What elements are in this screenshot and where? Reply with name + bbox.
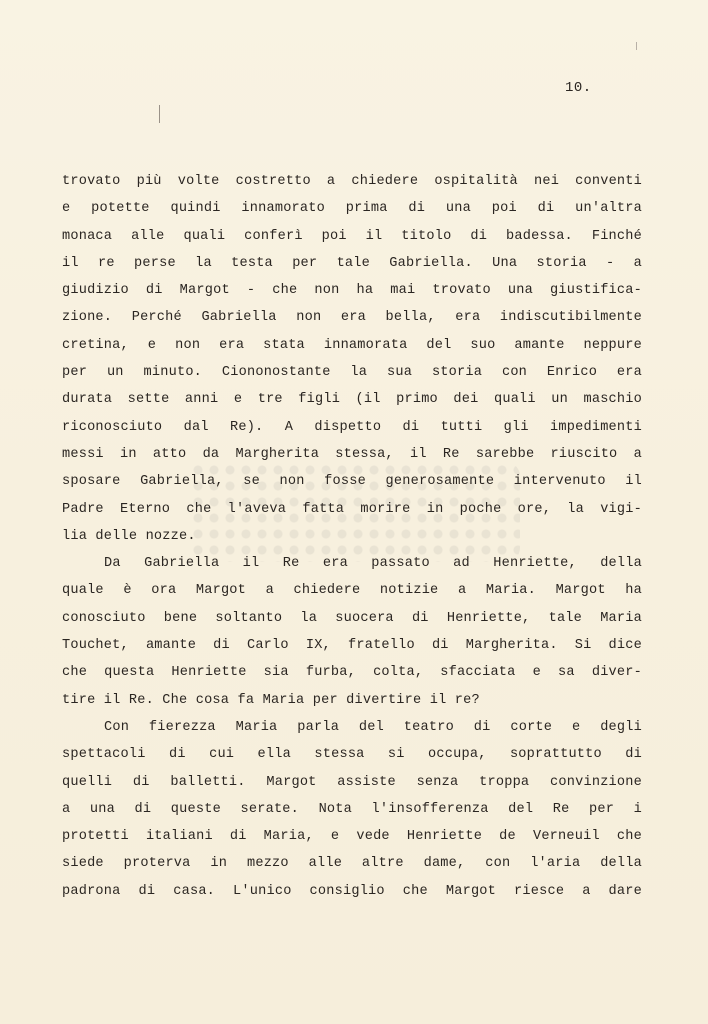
text-line: che questa Henriette sia furba, colta, sfacciata e sa diver- <box>62 665 642 681</box>
text-line: monaca alle quali conferì poi il titolo di badessa. Finché <box>62 228 642 244</box>
text-line: riconosciuto dal Re). A dispetto di tutti gli impedimenti <box>62 419 642 435</box>
page-number: 10. <box>565 80 592 96</box>
text-line: trovato più volte costretto a chiedere ospitalità nei conventi <box>62 174 642 189</box>
text-line: messi in atto da Margherita stessa, il Re sarebbe riuscito a <box>62 446 642 462</box>
text-line: a una di queste serate. Nota l'insofferenza del Re per i <box>62 801 642 817</box>
text-line: cretina, e non era stata innamorata del suo amante neppure <box>62 337 642 353</box>
text-line: sposare Gabriella, se non fosse generosamente intervenuto il <box>62 474 642 490</box>
text-line: e potette quindi innamorato prima di una poi di un'altra <box>62 201 642 217</box>
text-line: quelli di balletti. Margot assiste senza troppa convinzione <box>62 774 642 790</box>
text-line: conosciuto bene soltanto la suocera di Henriette, tale Maria <box>62 610 642 626</box>
text-line: zione. Perché Gabriella non era bella, era indiscutibilmente <box>62 310 642 326</box>
text-line: tire il Re. Che cosa fa Maria per divertire il re? <box>62 692 480 708</box>
text-line: siede proterva in mezzo alle altre dame, con l'aria della <box>62 856 642 872</box>
text-line: Da Gabriella il Re era passato ad Henriette, della <box>104 556 642 572</box>
text-line: protetti italiani di Maria, e vede Henriette de Verneuil che <box>62 829 642 845</box>
text-line: lia delle nozze. <box>62 528 196 544</box>
body-text <box>62 168 642 905</box>
text-line: spettacoli di cui ella stessa si occupa, soprattutto di <box>62 747 642 763</box>
text-line: padrona di casa. L'unico consiglio che Margot riesce a dare <box>62 883 642 899</box>
margin-mark <box>636 42 637 50</box>
text-line: Padre Eterno che l'aveva fatta morire in poche ore, la vigi- <box>62 501 642 517</box>
margin-mark <box>159 105 160 123</box>
text-line: il re perse la testa per tale Gabriella. Una storia - a <box>62 255 642 271</box>
text-line: per un minuto. Ciononostante la sua storia con Enrico era <box>62 365 642 381</box>
text-line: giudizio di Margot - che non ha mai trovato una giustifica- <box>62 283 642 299</box>
text-line: Touchet, amante di Carlo IX, fratello di Margherita. Si dice <box>62 638 642 654</box>
text-line: Con fierezza Maria parla del teatro di corte e degli <box>104 719 642 735</box>
text-line: quale è ora Margot a chiedere notizie a Maria. Margot ha <box>62 583 642 599</box>
text-line: durata sette anni e tre figli (il primo dei quali un maschio <box>62 392 642 408</box>
